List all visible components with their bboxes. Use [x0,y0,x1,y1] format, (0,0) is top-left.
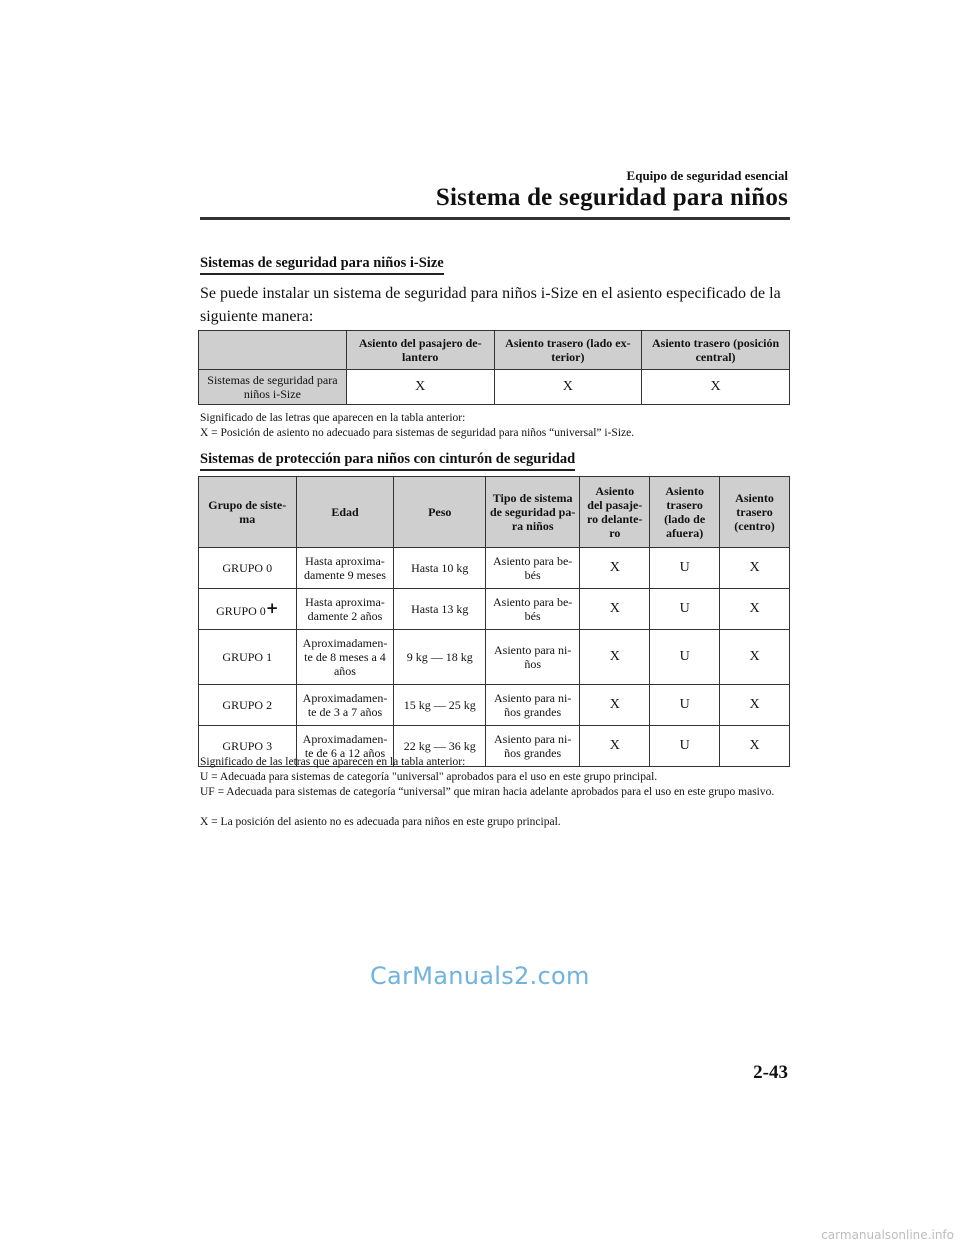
front-cell: X [580,548,650,589]
table-row [199,589,790,630]
type-cell: Asiento para be- bés [486,548,580,589]
group-cell: GRUPO 0 [199,548,297,589]
rear-center-cell: X [720,685,790,726]
table-row [199,630,790,685]
front-cell: X [580,630,650,685]
rear-outer-cell: U [650,726,720,767]
isize-section-title: Sistemas de seguridad para niños i-Size [200,255,444,275]
age-cell: Hasta aproxima- damente 2 años [296,589,394,630]
header-section-label: Equipo de seguridad esencial [626,168,788,183]
rear-outer-cell: U [650,630,720,685]
rear-outer-cell: U [650,548,720,589]
weight-cell: 15 kg — 25 kg [394,685,486,726]
belt-table [198,476,790,767]
belt-section-title: Sistemas de protección para niños con cinturón de seguridad [200,451,575,471]
group-cell: GRUPO 2 [199,685,297,726]
rear-center-cell: X [720,726,790,767]
isize-header-front-passenger: Asiento del pasajero de- lantero [346,331,494,370]
belt-header-rear-outer: Asiento trasero (lado de afuera) [650,477,720,548]
belt-table-header-row [199,477,790,548]
isize-cell-rear-center: X [642,370,790,405]
type-cell: Asiento para be- bés [486,589,580,630]
group-cell: GRUPO 1 [199,630,297,685]
isize-cell-front: X [346,370,494,405]
front-cell: X [580,685,650,726]
belt-note-u: U = Adecuada para sistemas de categoría "universal" aprobados para el uso en este grupo principal. [200,771,658,783]
front-cell: X [580,726,650,767]
isize-intro-paragraph: Se puede instalar un sistema de seguridad para niños i-Size en el asiento especificado de la siguiente manera: [200,285,781,325]
isize-header-rear-outer: Asiento trasero (lado ex- terior) [494,331,642,370]
plus-icon: + [265,598,279,617]
rear-center-cell: X [720,548,790,589]
weight-cell: 22 kg — 36 kg [394,726,486,767]
table-row [199,370,790,405]
group-label: GRUPO 0 [216,603,266,618]
belt-note-uf: UF = Adecuada para sistemas de categoría “universal” que miran hacia adelante aprobados para el uso en este grupo masivo. [200,786,775,798]
isize-table-header-row [199,331,790,370]
footer-site-watermark: carmanualsonline.info [821,1228,954,1242]
weight-cell: Hasta 13 kg [394,589,486,630]
isize-cell-rear-outer: X [494,370,642,405]
age-cell: Aproximadamen- te de 6 a 12 años [296,726,394,767]
isize-header-empty [199,331,347,370]
belt-header-age: Edad [296,477,394,548]
belt-header-rear-center: Asiento trasero (centro) [720,477,790,548]
type-cell: Asiento para ni- ños grandes [486,685,580,726]
age-cell: Aproximadamen- te de 8 meses a 4 años [296,630,394,685]
isize-note-intro: Significado de las letras que aparecen en la tabla anterior: [200,412,466,424]
isize-row-label: Sistemas de seguridad para niños i-Size [199,370,347,405]
weight-cell: 9 kg — 18 kg [394,630,486,685]
belt-note-intro: Significado de las letras que aparecen en la tabla anterior: [200,756,466,768]
group-cell: GRUPO 3 [199,726,297,767]
age-cell: Aproximadamen- te de 3 a 7 años [296,685,394,726]
age-cell: Hasta aproxima- damente 9 meses [296,548,394,589]
type-cell: Asiento para ni- ños grandes [486,726,580,767]
type-cell: Asiento para ni- ños [486,630,580,685]
isize-note-x: X = Posición de asiento no adecuado para sistemas de seguridad para niños “universal” i-Size. [200,427,635,439]
belt-header-type: Tipo de sistema de seguridad pa- ra niños [486,477,580,548]
rear-center-cell: X [720,630,790,685]
weight-cell: Hasta 10 kg [394,548,486,589]
front-cell: X [580,589,650,630]
belt-note-x: X = La posición del asiento no es adecuada para niños en este grupo principal. [200,816,561,828]
watermark-logo: CarManuals2.com [370,962,590,990]
page-title: Sistema de seguridad para niños [435,184,788,211]
group-cell [199,589,297,630]
isize-table [198,330,790,405]
rear-center-cell: X [720,589,790,630]
isize-header-rear-center: Asiento trasero (posición central) [642,331,790,370]
table-row [199,685,790,726]
header-rule [200,217,790,220]
rear-outer-cell: U [650,685,720,726]
belt-header-front: Asiento del pasaje- ro delante- ro [580,477,650,548]
belt-header-weight: Peso [394,477,486,548]
belt-header-group: Grupo de siste- ma [199,477,297,548]
page-number: 2-43 [753,1062,788,1083]
table-row [199,548,790,589]
rear-outer-cell: U [650,589,720,630]
